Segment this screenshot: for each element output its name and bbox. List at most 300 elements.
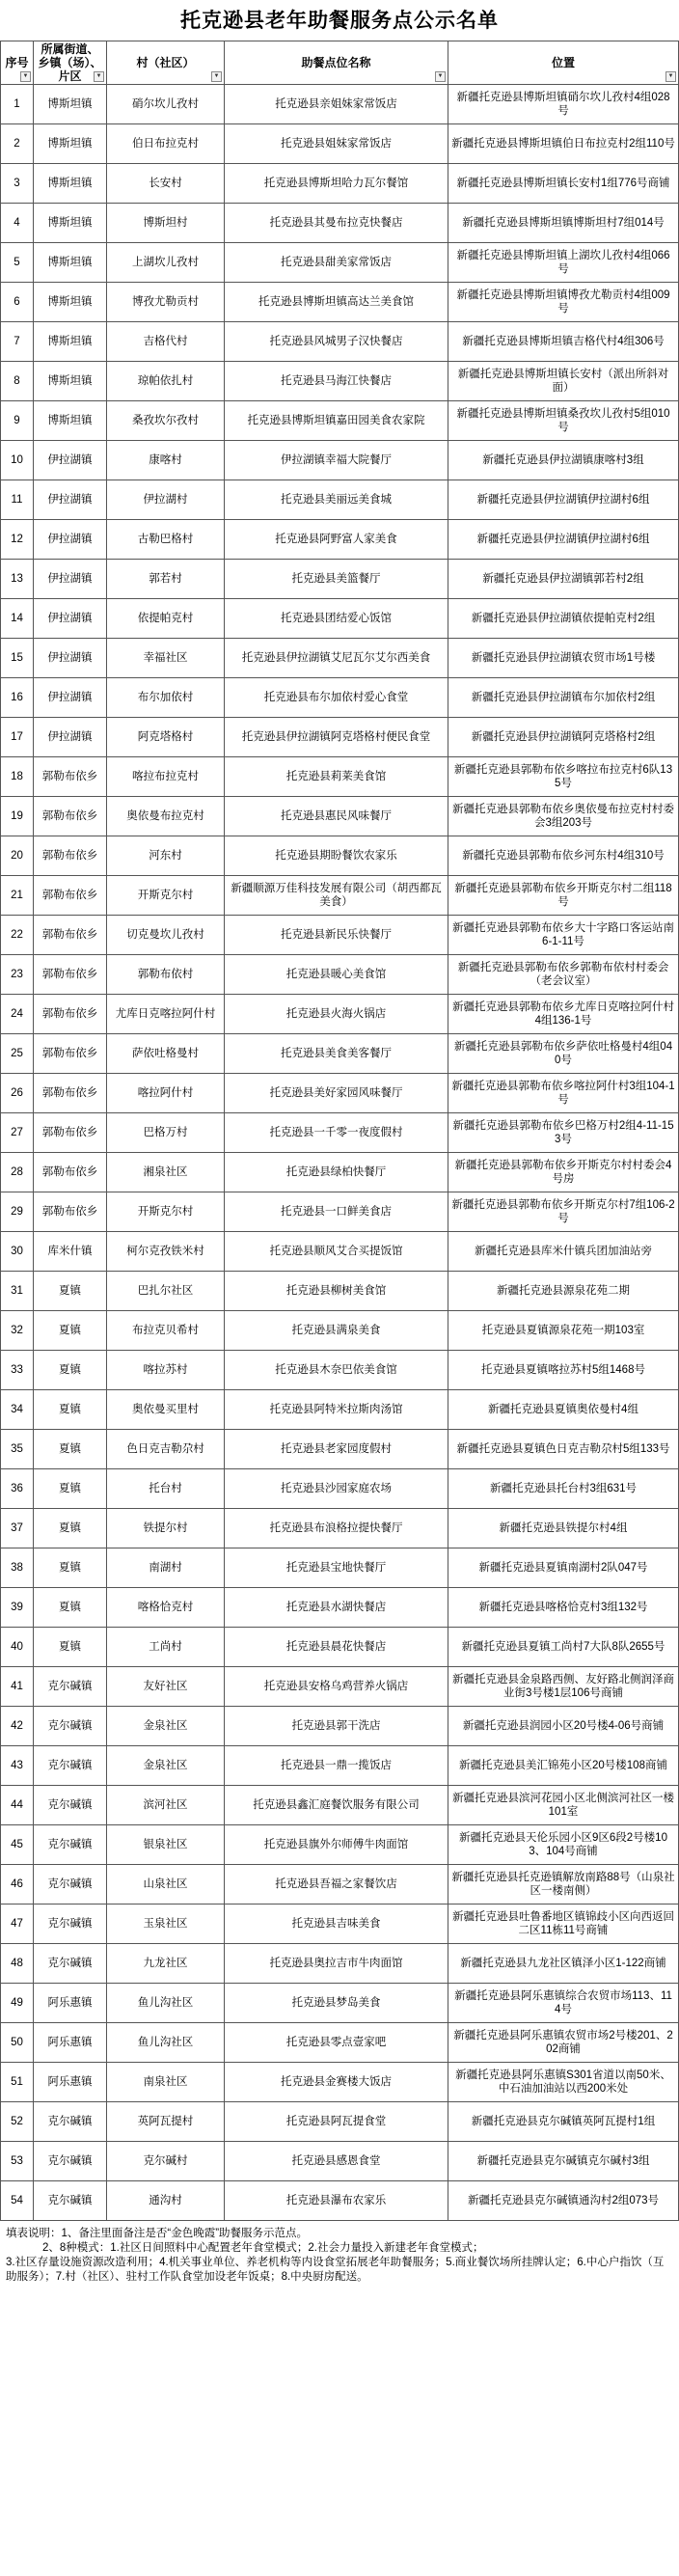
row-district: 克尔碱镇 <box>34 1667 107 1707</box>
row-index: 30 <box>1 1232 34 1272</box>
row-index: 50 <box>1 2023 34 2063</box>
row-location: 新疆托克逊县伊拉湖镇伊拉湖村6组 <box>448 520 679 560</box>
row-index: 36 <box>1 1469 34 1509</box>
row-village: 喀格恰克村 <box>107 1588 225 1628</box>
row-venue: 托克逊县一鼎一揽饭店 <box>225 1746 448 1786</box>
row-district: 夏镇 <box>34 1509 107 1548</box>
table-row <box>1 2063 679 2102</box>
table-row <box>1 322 679 362</box>
row-village: 鱼儿沟社区 <box>107 1984 225 2023</box>
row-village: 伯日布拉克村 <box>107 124 225 164</box>
row-district: 克尔碱镇 <box>34 1707 107 1746</box>
row-location: 新疆托克逊县郭勒布依乡尤库日克喀拉阿什村4组136-1号 <box>448 995 679 1034</box>
row-location: 新疆托克逊县滨河花园小区北侧滨河社区一楼101室 <box>448 1786 679 1825</box>
row-district: 夏镇 <box>34 1548 107 1588</box>
filter-dropdown-icon[interactable]: ▼ <box>94 71 104 82</box>
row-index: 13 <box>1 560 34 599</box>
row-location: 新疆托克逊县阿乐惠镇综合农贸市场113、114号 <box>448 1984 679 2023</box>
row-location: 新疆托克逊县库米什镇兵团加油站旁 <box>448 1232 679 1272</box>
row-index: 28 <box>1 1153 34 1192</box>
row-location: 新疆托克逊县伊拉湖镇农贸市场1号楼 <box>448 639 679 678</box>
table-row <box>1 1430 679 1469</box>
table-row <box>1 283 679 322</box>
row-location: 新疆托克逊县美汇锦苑小区20号楼108商铺 <box>448 1746 679 1786</box>
row-venue: 托克逊县吉味美食 <box>225 1905 448 1944</box>
row-location: 新疆托克逊县铁提尔村4组 <box>448 1509 679 1548</box>
row-district: 郭勒布依乡 <box>34 916 107 955</box>
table-row <box>1 1113 679 1153</box>
row-village: 九龙社区 <box>107 1944 225 1984</box>
row-village: 开斯克尔村 <box>107 876 225 916</box>
row-district: 夏镇 <box>34 1390 107 1430</box>
row-district: 阿乐惠镇 <box>34 2063 107 2102</box>
row-village: 银泉社区 <box>107 1825 225 1865</box>
row-district: 伊拉湖镇 <box>34 639 107 678</box>
row-village: 喀拉布拉克村 <box>107 757 225 797</box>
row-location: 新疆托克逊县克尔碱镇克尔碱村3组 <box>448 2142 679 2181</box>
row-index: 23 <box>1 955 34 995</box>
header-venue <box>225 41 448 85</box>
row-venue: 托克逊县零点壹家吧 <box>225 2023 448 2063</box>
row-village: 滨河社区 <box>107 1786 225 1825</box>
row-venue: 托克逊县阿瓦提食堂 <box>225 2102 448 2142</box>
row-village: 吉格代村 <box>107 322 225 362</box>
row-location: 新疆托克逊县博斯坦镇桑孜坎儿孜村5组010号 <box>448 401 679 441</box>
row-index: 46 <box>1 1865 34 1905</box>
row-index: 16 <box>1 678 34 718</box>
table-row <box>1 599 679 639</box>
filter-dropdown-icon[interactable]: ▼ <box>20 71 31 82</box>
table-row <box>1 718 679 757</box>
table-row <box>1 1707 679 1746</box>
table-row <box>1 1905 679 1944</box>
row-district: 郭勒布依乡 <box>34 1153 107 1192</box>
row-location: 新疆托克逊县夏镇南湖村2队047号 <box>448 1548 679 1588</box>
row-venue: 托克逊县团结爱心饭馆 <box>225 599 448 639</box>
row-location: 新疆托克逊县伊拉湖镇康喀村3组 <box>448 441 679 480</box>
table-row <box>1 362 679 401</box>
row-location: 新疆托克逊县伊拉湖镇依提帕克村2组 <box>448 599 679 639</box>
table-row <box>1 1192 679 1232</box>
row-venue: 托克逊县博斯坦镇高达兰美食馆 <box>225 283 448 322</box>
row-location: 新疆托克逊县郭勒布依乡喀拉布拉克村6队135号 <box>448 757 679 797</box>
row-index: 31 <box>1 1272 34 1311</box>
row-village: 湘泉社区 <box>107 1153 225 1192</box>
row-village: 铁提尔村 <box>107 1509 225 1548</box>
row-village: 金泉社区 <box>107 1746 225 1786</box>
row-village: 布拉克贝希村 <box>107 1311 225 1351</box>
row-village: 友好社区 <box>107 1667 225 1707</box>
row-index: 47 <box>1 1905 34 1944</box>
row-village: 河东村 <box>107 836 225 876</box>
header-label: 位置 <box>551 56 575 69</box>
table-row <box>1 124 679 164</box>
row-location: 新疆托克逊县喀格恰克村3组132号 <box>448 1588 679 1628</box>
row-district: 克尔碱镇 <box>34 1865 107 1905</box>
row-location: 新疆托克逊县博斯坦镇硝尔坎儿孜村4组028号 <box>448 85 679 124</box>
meal-service-table <box>0 41 679 2221</box>
table-row <box>1 1944 679 1984</box>
row-venue: 托克逊县安格乌鸡营养火锅店 <box>225 1667 448 1707</box>
notes <box>6 2227 669 2285</box>
row-venue: 托克逊县惠民风味餐厅 <box>225 797 448 836</box>
row-venue: 托克逊县美食美客餐厅 <box>225 1034 448 1074</box>
row-venue: 托克逊县绿柏快餐厅 <box>225 1153 448 1192</box>
row-venue: 托克逊县感恩食堂 <box>225 2142 448 2181</box>
row-index: 29 <box>1 1192 34 1232</box>
filter-dropdown-icon[interactable]: ▼ <box>435 71 446 82</box>
row-index: 45 <box>1 1825 34 1865</box>
row-location: 新疆托克逊县郭勒布依乡开斯克尔村村委会4号房 <box>448 1153 679 1192</box>
row-location: 新疆托克逊县郭勒布依乡河东村4组310号 <box>448 836 679 876</box>
row-district: 夏镇 <box>34 1469 107 1509</box>
row-district: 博斯坦镇 <box>34 243 107 283</box>
row-village: 喀拉苏村 <box>107 1351 225 1390</box>
row-village: 奥依曼买里村 <box>107 1390 225 1430</box>
filter-dropdown-icon[interactable]: ▼ <box>211 71 222 82</box>
row-district: 克尔碱镇 <box>34 1905 107 1944</box>
row-district: 郭勒布依乡 <box>34 995 107 1034</box>
row-index: 10 <box>1 441 34 480</box>
row-venue: 托克逊县布尔加依村爱心食堂 <box>225 678 448 718</box>
table-row <box>1 2102 679 2142</box>
table-body <box>1 85 679 2221</box>
row-location: 新疆托克逊县夏镇奥依曼村4组 <box>448 1390 679 1430</box>
row-index: 25 <box>1 1034 34 1074</box>
row-village: 伊拉湖村 <box>107 480 225 520</box>
row-venue: 托克逊县期盼餐饮农家乐 <box>225 836 448 876</box>
row-district: 克尔碱镇 <box>34 1825 107 1865</box>
row-district: 伊拉湖镇 <box>34 678 107 718</box>
row-location: 新疆托克逊县博斯坦镇吉格代村4组306号 <box>448 322 679 362</box>
row-village: 博孜尤勒贡村 <box>107 283 225 322</box>
table-row <box>1 1548 679 1588</box>
row-venue: 托克逊县晨花快餐店 <box>225 1628 448 1667</box>
row-index: 2 <box>1 124 34 164</box>
row-district: 伊拉湖镇 <box>34 480 107 520</box>
row-village: 巴格万村 <box>107 1113 225 1153</box>
row-venue: 托克逊县甜美家常饭店 <box>225 243 448 283</box>
table-row <box>1 2142 679 2181</box>
table-row <box>1 164 679 204</box>
row-index: 53 <box>1 2142 34 2181</box>
row-location: 新疆托克逊县郭勒布依乡喀拉阿什村3组104-1号 <box>448 1074 679 1113</box>
row-location: 新疆托克逊县郭勒布依乡郭勒布依村村委会（老会议室） <box>448 955 679 995</box>
row-location: 新疆托克逊县博斯坦镇伯日布拉克村2组110号 <box>448 124 679 164</box>
table-row <box>1 1390 679 1430</box>
row-village: 硝尔坎儿孜村 <box>107 85 225 124</box>
table-row <box>1 678 679 718</box>
table-row <box>1 204 679 243</box>
row-venue: 托克逊县莉莱美食馆 <box>225 757 448 797</box>
row-village: 郭若村 <box>107 560 225 599</box>
row-location: 新疆托克逊县阿乐惠镇S301省道以南50米、中石油加油站以西200米处 <box>448 2063 679 2102</box>
row-index: 40 <box>1 1628 34 1667</box>
table-row <box>1 560 679 599</box>
filter-dropdown-icon[interactable]: ▼ <box>665 71 676 82</box>
row-index: 14 <box>1 599 34 639</box>
row-index: 41 <box>1 1667 34 1707</box>
row-district: 博斯坦镇 <box>34 204 107 243</box>
row-location: 新疆托克逊县博斯坦镇长安村1组776号商铺 <box>448 164 679 204</box>
row-index: 7 <box>1 322 34 362</box>
row-index: 4 <box>1 204 34 243</box>
row-venue: 托克逊县金赛楼大饭店 <box>225 2063 448 2102</box>
table-row <box>1 995 679 1034</box>
row-location: 新疆托克逊县郭勒布依乡开斯克尔村7组106-2号 <box>448 1192 679 1232</box>
row-venue: 托克逊县一口鲜美食店 <box>225 1192 448 1232</box>
row-index: 3 <box>1 164 34 204</box>
header-label: 所属街道、乡镇（场）、片区 <box>38 42 102 83</box>
row-location: 新疆托克逊县阿乐惠镇农贸市场2号楼201、202商铺 <box>448 2023 679 2063</box>
row-venue: 托克逊县博斯坦镇嘉田园美食农家院 <box>225 401 448 441</box>
row-venue: 托克逊县水湖快餐店 <box>225 1588 448 1628</box>
row-village: 工尚村 <box>107 1628 225 1667</box>
row-venue: 伊拉湖镇幸福大院餐厅 <box>225 441 448 480</box>
table-row <box>1 1865 679 1905</box>
row-index: 22 <box>1 916 34 955</box>
row-venue: 托克逊县满泉美食 <box>225 1311 448 1351</box>
table-row <box>1 441 679 480</box>
row-index: 15 <box>1 639 34 678</box>
row-venue: 托克逊县老家园度假村 <box>225 1430 448 1469</box>
row-location: 新疆托克逊县郭勒布依乡奥依曼布拉克村村委会3组203号 <box>448 797 679 836</box>
row-location: 新疆托克逊县郭勒布依乡萨依吐格曼村4组040号 <box>448 1034 679 1074</box>
row-village: 布尔加依村 <box>107 678 225 718</box>
table-row <box>1 1786 679 1825</box>
row-location: 新疆托克逊县伊拉湖镇伊拉湖村6组 <box>448 480 679 520</box>
row-district: 郭勒布依乡 <box>34 1074 107 1113</box>
row-venue: 托克逊县美丽远美食城 <box>225 480 448 520</box>
row-index: 33 <box>1 1351 34 1390</box>
table-row <box>1 836 679 876</box>
row-district: 伊拉湖镇 <box>34 441 107 480</box>
row-location: 新疆托克逊县源泉花苑二期 <box>448 1272 679 1311</box>
row-venue: 托克逊县马海江快餐店 <box>225 362 448 401</box>
row-venue: 托克逊县暖心美食馆 <box>225 955 448 995</box>
row-location: 新疆托克逊县托台村3组631号 <box>448 1469 679 1509</box>
table-row <box>1 1153 679 1192</box>
row-location: 新疆托克逊县润园小区20号楼4-06号商铺 <box>448 1707 679 1746</box>
row-district: 郭勒布依乡 <box>34 1113 107 1153</box>
row-village: 开斯克尔村 <box>107 1192 225 1232</box>
row-district: 夏镇 <box>34 1272 107 1311</box>
table-row <box>1 876 679 916</box>
row-location: 新疆托克逊县博斯坦镇上湖坎儿孜村4组066号 <box>448 243 679 283</box>
row-index: 1 <box>1 85 34 124</box>
row-venue: 托克逊县顺风艾合买提饭馆 <box>225 1232 448 1272</box>
row-district: 库米什镇 <box>34 1232 107 1272</box>
row-location: 新疆托克逊县伊拉湖镇阿克塔格村2组 <box>448 718 679 757</box>
row-district: 克尔碱镇 <box>34 2102 107 2142</box>
row-venue: 托克逊县吾福之家餐饮店 <box>225 1865 448 1905</box>
row-village: 尤库日克喀拉阿什村 <box>107 995 225 1034</box>
row-index: 6 <box>1 283 34 322</box>
table-row <box>1 1074 679 1113</box>
table-row <box>1 1746 679 1786</box>
row-district: 郭勒布依乡 <box>34 1192 107 1232</box>
row-index: 12 <box>1 520 34 560</box>
row-venue: 托克逊县博斯坦哈力瓦尔餐馆 <box>225 164 448 204</box>
row-district: 博斯坦镇 <box>34 322 107 362</box>
table-row <box>1 1351 679 1390</box>
row-index: 26 <box>1 1074 34 1113</box>
table-row <box>1 2023 679 2063</box>
table-row <box>1 1509 679 1548</box>
row-location: 新疆托克逊县夏镇色日克吉勒尕村5组133号 <box>448 1430 679 1469</box>
header-label: 序号 <box>5 56 29 69</box>
row-location: 托克逊县夏镇喀拉苏村5组1468号 <box>448 1351 679 1390</box>
table-row <box>1 2181 679 2221</box>
row-location: 新疆托克逊县夏镇工尚村7大队8队2655号 <box>448 1628 679 1667</box>
table-row <box>1 639 679 678</box>
row-location: 新疆托克逊县金泉路西侧、友好路北侧润泽商业街3号楼1层106号商铺 <box>448 1667 679 1707</box>
row-district: 博斯坦镇 <box>34 85 107 124</box>
row-venue: 托克逊县新民乐快餐厅 <box>225 916 448 955</box>
row-index: 18 <box>1 757 34 797</box>
row-village: 奥依曼布拉克村 <box>107 797 225 836</box>
row-location: 新疆托克逊县博斯坦镇博孜尤勒贡村4组009号 <box>448 283 679 322</box>
row-village: 金泉社区 <box>107 1707 225 1746</box>
row-district: 伊拉湖镇 <box>34 520 107 560</box>
row-district: 郭勒布依乡 <box>34 1034 107 1074</box>
table-row <box>1 1588 679 1628</box>
row-index: 27 <box>1 1113 34 1153</box>
table-row <box>1 1628 679 1667</box>
row-village: 鱼儿沟社区 <box>107 2023 225 2063</box>
table-row <box>1 1311 679 1351</box>
row-index: 8 <box>1 362 34 401</box>
row-district: 克尔碱镇 <box>34 2181 107 2221</box>
row-village: 康喀村 <box>107 441 225 480</box>
row-index: 39 <box>1 1588 34 1628</box>
row-venue: 新疆顺源万佳科技发展有限公司（胡西都瓦美食） <box>225 876 448 916</box>
table-row <box>1 1667 679 1707</box>
row-index: 48 <box>1 1944 34 1984</box>
row-location: 新疆托克逊县博斯坦镇博斯坦村7组014号 <box>448 204 679 243</box>
row-location: 新疆托克逊县郭勒布依乡大十字路口客运站南6-1-11号 <box>448 916 679 955</box>
row-village: 古勒巴格村 <box>107 520 225 560</box>
table-row <box>1 1825 679 1865</box>
table-row <box>1 916 679 955</box>
row-district: 博斯坦镇 <box>34 124 107 164</box>
row-district: 夏镇 <box>34 1588 107 1628</box>
row-venue: 托克逊县柳树美食馆 <box>225 1272 448 1311</box>
header-location <box>448 41 679 85</box>
table-row <box>1 480 679 520</box>
row-index: 9 <box>1 401 34 441</box>
row-district: 郭勒布依乡 <box>34 876 107 916</box>
header-row <box>1 41 679 85</box>
row-district: 郭勒布依乡 <box>34 836 107 876</box>
row-village: 托台村 <box>107 1469 225 1509</box>
row-index: 5 <box>1 243 34 283</box>
row-index: 54 <box>1 2181 34 2221</box>
table-row <box>1 955 679 995</box>
row-district: 阿乐惠镇 <box>34 2023 107 2063</box>
row-venue: 托克逊县美好家园风味餐厅 <box>225 1074 448 1113</box>
row-village: 阿克塔格村 <box>107 718 225 757</box>
row-index: 32 <box>1 1311 34 1351</box>
table-row <box>1 520 679 560</box>
row-village: 长安村 <box>107 164 225 204</box>
row-village: 通沟村 <box>107 2181 225 2221</box>
row-village: 依提帕克村 <box>107 599 225 639</box>
row-village: 萨依吐格曼村 <box>107 1034 225 1074</box>
row-district: 夏镇 <box>34 1628 107 1667</box>
row-index: 42 <box>1 1707 34 1746</box>
table-row <box>1 243 679 283</box>
row-venue: 托克逊县阿野富人家美食 <box>225 520 448 560</box>
row-index: 52 <box>1 2102 34 2142</box>
row-venue: 托克逊县沙园家庭农场 <box>225 1469 448 1509</box>
row-venue: 托克逊县风城男子汉快餐店 <box>225 322 448 362</box>
row-district: 博斯坦镇 <box>34 362 107 401</box>
header-label: 村（社区） <box>136 56 195 69</box>
row-location: 新疆托克逊县克尔碱镇英阿瓦提村1组 <box>448 2102 679 2142</box>
row-location: 新疆托克逊县九龙社区镇泽小区1-122商铺 <box>448 1944 679 1984</box>
row-index: 34 <box>1 1390 34 1430</box>
row-venue: 托克逊县鑫汇庭餐饮服务有限公司 <box>225 1786 448 1825</box>
row-district: 博斯坦镇 <box>34 283 107 322</box>
table-row <box>1 1272 679 1311</box>
row-location: 新疆托克逊县博斯坦镇长安村（派出所斜对面） <box>448 362 679 401</box>
row-district: 郭勒布依乡 <box>34 797 107 836</box>
row-village: 南湖村 <box>107 1548 225 1588</box>
note-line: 2、8种模式：1.社区日间照料中心配置老年食堂模式；2.社会力量投入新建老年食堂模式； <box>42 2242 484 2254</box>
row-index: 51 <box>1 2063 34 2102</box>
row-index: 20 <box>1 836 34 876</box>
row-venue: 托克逊县梦岛美食 <box>225 1984 448 2023</box>
row-location: 新疆托克逊县郭勒布依乡开斯克尔村二组118号 <box>448 876 679 916</box>
row-village: 喀拉阿什村 <box>107 1074 225 1113</box>
row-venue: 托克逊县阿特米拉斯肉汤馆 <box>225 1390 448 1430</box>
row-village: 山泉社区 <box>107 1865 225 1905</box>
row-location: 新疆托克逊县伊拉湖镇布尔加依村2组 <box>448 678 679 718</box>
row-location: 新疆托克逊县郭勒布依乡巴格万村2组4-11-153号 <box>448 1113 679 1153</box>
row-index: 43 <box>1 1746 34 1786</box>
row-index: 19 <box>1 797 34 836</box>
row-district: 博斯坦镇 <box>34 164 107 204</box>
row-district: 博斯坦镇 <box>34 401 107 441</box>
header-label: 助餐点位名称 <box>301 56 371 69</box>
row-village: 切克曼坎儿孜村 <box>107 916 225 955</box>
row-location: 新疆托克逊县吐鲁番地区镇锦歧小区向西返回二区11栋11号商铺 <box>448 1905 679 1944</box>
row-venue: 托克逊县其曼布拉克快餐店 <box>225 204 448 243</box>
row-location: 新疆托克逊县克尔碱镇通沟村2组073号 <box>448 2181 679 2221</box>
row-index: 24 <box>1 995 34 1034</box>
row-index: 44 <box>1 1786 34 1825</box>
table-row <box>1 797 679 836</box>
row-district: 伊拉湖镇 <box>34 718 107 757</box>
row-venue: 托克逊县伊拉湖镇阿克塔格村便民食堂 <box>225 718 448 757</box>
row-district: 克尔碱镇 <box>34 1786 107 1825</box>
row-village: 琼帕依扎村 <box>107 362 225 401</box>
table-header <box>1 41 679 85</box>
row-village: 色日克吉勒尕村 <box>107 1430 225 1469</box>
row-index: 17 <box>1 718 34 757</box>
row-venue: 托克逊县瀑布农家乐 <box>225 2181 448 2221</box>
table-row <box>1 1232 679 1272</box>
row-village: 桑孜坎尔孜村 <box>107 401 225 441</box>
row-venue: 托克逊县美篮餐厅 <box>225 560 448 599</box>
row-village: 郭勒布依村 <box>107 955 225 995</box>
row-district: 伊拉湖镇 <box>34 560 107 599</box>
row-venue: 托克逊县郭干洗店 <box>225 1707 448 1746</box>
row-district: 伊拉湖镇 <box>34 599 107 639</box>
row-village: 上湖坎儿孜村 <box>107 243 225 283</box>
row-district: 郭勒布依乡 <box>34 757 107 797</box>
